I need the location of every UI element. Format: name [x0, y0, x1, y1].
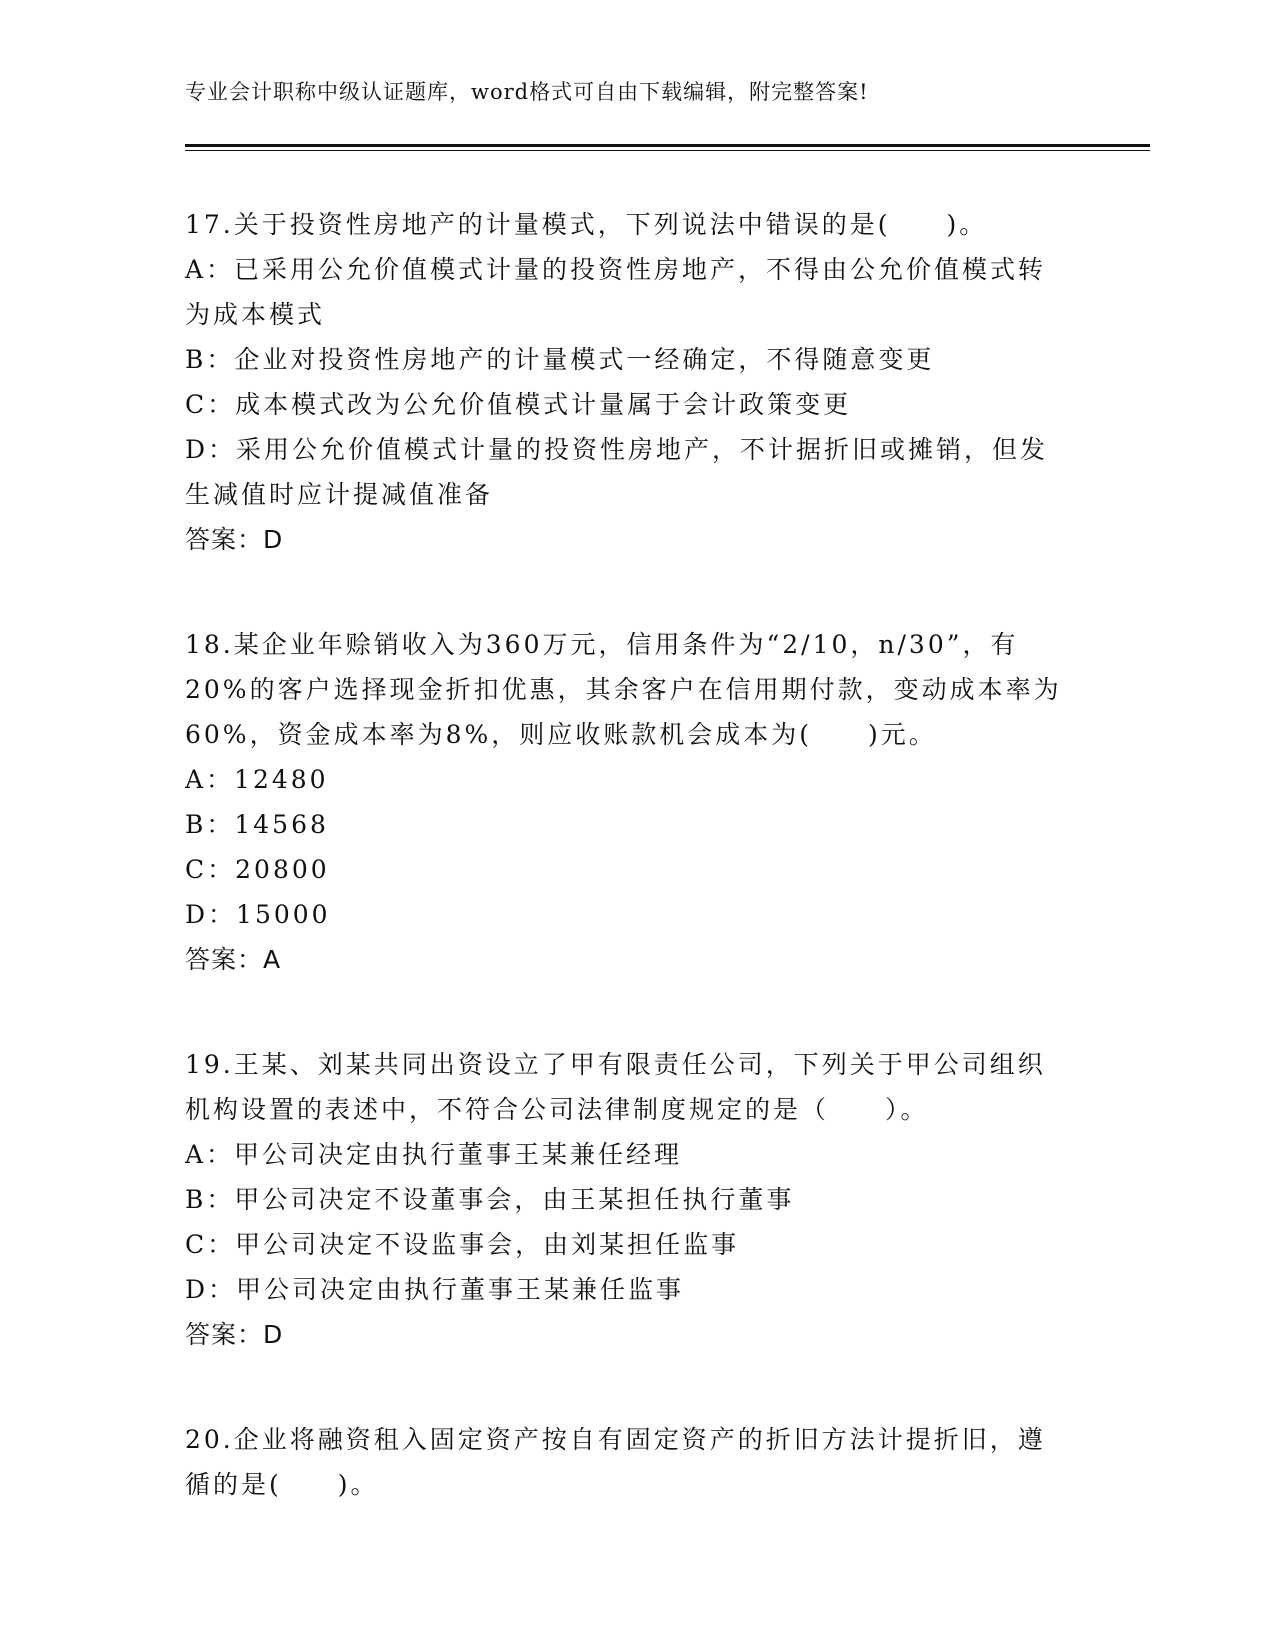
header-rule [185, 144, 1150, 147]
option-d: D：15000 [185, 900, 331, 929]
option-a-cont: 为成本模式 [185, 300, 326, 329]
page-header: 专业会计职称中级认证题库，word格式可自由下载编辑，附完整答案! [185, 80, 869, 104]
question-stem: 18.某企业年赊销收入为360万元，信用条件为“2/10，n/30”，有 [185, 630, 1019, 659]
header-rule-thin [185, 150, 1150, 151]
option-b: B：企业对投资性房地产的计量模式一经确定，不得随意变更 [185, 345, 935, 374]
option-d: D：甲公司决定由执行董事王某兼任监事 [185, 1275, 685, 1304]
spacer [185, 562, 1085, 622]
option-a: A：已采用公允价值模式计量的投资性房地产，不得由公允价值模式转 [185, 255, 1047, 284]
question-stem: 17.关于投资性房地产的计量模式，下列说法中错误的是( )。 [185, 210, 988, 239]
option-d: D：采用公允价值模式计量的投资性房地产，不计据折旧或摊销，但发 [185, 435, 1049, 464]
question-19 [185, 1042, 1085, 1357]
answer: 答案：A [185, 945, 282, 974]
option-a: A：甲公司决定由执行董事王某兼任经理 [185, 1140, 683, 1169]
option-a: A：12480 [185, 765, 329, 794]
question-stem-cont: 20%的客户选择现金折扣优惠，其余客户在信用期付款，变动成本率为 [185, 675, 1062, 704]
option-b: B：甲公司决定不设董事会，由王某担任执行董事 [185, 1185, 795, 1214]
answer: 答案：D [185, 525, 284, 554]
question-list [185, 202, 1085, 1507]
option-b: B：14568 [185, 810, 329, 839]
question-stem: 19.王某、刘某共同出资设立了甲有限责任公司，下列关于甲公司组织 [185, 1050, 1046, 1079]
spacer [185, 1357, 1085, 1417]
question-stem-cont: 机构设置的表述中，不符合公司法律制度规定的是（ ）。 [185, 1095, 929, 1124]
question-17 [185, 202, 1085, 562]
option-c: C：20800 [185, 855, 330, 884]
question-stem-cont: 60%，资金成本率为8%，则应收账款机会成本为( )元。 [185, 720, 937, 749]
option-d-cont: 生减值时应计提减值准备 [185, 480, 494, 509]
option-c: C：甲公司决定不设监事会，由刘某担任监事 [185, 1230, 740, 1259]
option-c: C：成本模式改为公允价值模式计量属于会计政策变更 [185, 390, 852, 419]
answer: 答案：D [185, 1320, 284, 1349]
spacer [185, 982, 1085, 1042]
question-20 [185, 1417, 1085, 1507]
question-stem: 20.企业将融资租入固定资产按自有固定资产的折旧方法计提折旧，遵 [185, 1425, 1046, 1454]
question-stem-cont: 循的是( )。 [185, 1470, 379, 1499]
question-18 [185, 622, 1085, 982]
